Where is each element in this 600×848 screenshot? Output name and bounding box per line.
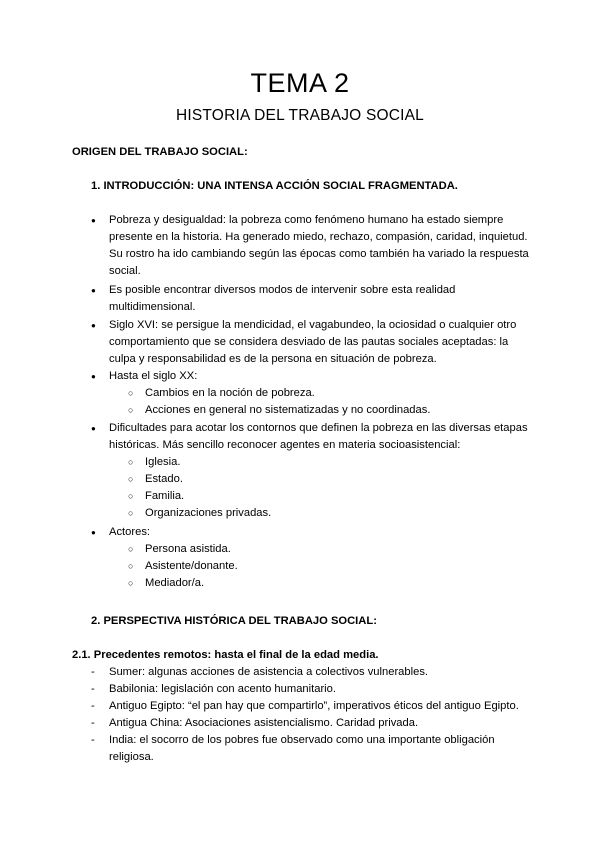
- list-item-text: comportamiento que se considera desviado de las pautas sociales aceptadas: la: [109, 336, 509, 348]
- sub-list-item: Acciones en general no sistematizadas y no coordinadas.: [145, 404, 431, 416]
- bullet-dot-icon: ●: [91, 424, 96, 433]
- dash-bullet-icon: -: [91, 666, 95, 678]
- list-item-text: multidimensional.: [109, 301, 196, 313]
- list-item-text: Es posible encontrar diversos modos de intervenir sobre esta realidad: [109, 284, 456, 296]
- sub-list-item: Organizaciones privadas.: [145, 507, 272, 519]
- page-title: TEMA 2: [250, 68, 350, 98]
- dash-bullet-icon: -: [91, 700, 95, 712]
- sub-list-item: Persona asistida.: [145, 543, 231, 555]
- sub-list-item: Familia.: [145, 490, 185, 502]
- list-item-text: culpa y responsabilidad es de la persona en situación de pobreza.: [109, 353, 437, 365]
- dash-list-item: Antiguo Egipto: “el pan hay que compartirlo”, imperativos éticos del antiguo Egipto.: [109, 700, 519, 712]
- hollow-bullet-icon: ○: [128, 578, 134, 588]
- bullet-dot-icon: ●: [91, 528, 96, 537]
- sub-list-item: Estado.: [145, 473, 183, 485]
- dash-bullet-icon: -: [91, 717, 95, 729]
- hollow-bullet-icon: ○: [128, 388, 134, 398]
- list-item-text: Pobreza y desigualdad: la pobreza como fenómeno humano ha estado siempre: [109, 214, 504, 226]
- sub-list-item: Iglesia.: [145, 456, 181, 468]
- hollow-bullet-icon: ○: [128, 474, 134, 484]
- origen-heading: ORIGEN DEL TRABAJO SOCIAL:: [72, 146, 248, 158]
- list-item-text: históricas. Más sencillo reconocer agentes en materia socioasistencial:: [109, 439, 461, 451]
- list-item-text: Su rostro ha ido cambiando según las épocas como también ha variado la respuesta: [109, 248, 529, 260]
- list-item-text: Actores:: [109, 526, 151, 538]
- bullet-dot-icon: ●: [91, 321, 96, 330]
- dash-list-item: religiosa.: [109, 751, 154, 763]
- hollow-bullet-icon: ○: [128, 405, 134, 415]
- bullet-dot-icon: ●: [91, 216, 96, 225]
- list-item-text: Siglo XVI: se persigue la mendicidad, el vagabundeo, la ociosidad o cualquier otro: [109, 319, 517, 331]
- section-2-heading: 2. PERSPECTIVA HISTÓRICA DEL TRABAJO SOCIAL:: [91, 615, 377, 627]
- list-item-text: Hasta el siglo XX:: [109, 370, 198, 382]
- list-item-text: presente en la historia. Ha generado miedo, rechazo, compasión, caridad, inquietud.: [109, 231, 528, 243]
- list-item-text: social.: [109, 265, 141, 277]
- hollow-bullet-icon: ○: [128, 561, 134, 571]
- list-item-text: Dificultades para acotar los contornos que definen la pobreza en las diversas etapas: [109, 422, 528, 434]
- dash-list-item: India: el socorro de los pobres fue observado como una importante obligación: [109, 734, 495, 746]
- bullet-dot-icon: ●: [91, 372, 96, 381]
- hollow-bullet-icon: ○: [128, 544, 134, 554]
- bullet-dot-icon: ●: [91, 286, 96, 295]
- hollow-bullet-icon: ○: [128, 508, 134, 518]
- dash-list-item: Antigua China: Asociaciones asistencialismo. Caridad privada.: [109, 717, 419, 729]
- sub-list-item: Asistente/donante.: [145, 560, 238, 572]
- hollow-bullet-icon: ○: [128, 457, 134, 467]
- sub-list-item: Cambios en la noción de pobreza.: [145, 387, 315, 399]
- hollow-bullet-icon: ○: [128, 491, 134, 501]
- subsection-2-1-heading: 2.1. Precedentes remotos: hasta el final de la edad media.: [72, 649, 379, 661]
- dash-bullet-icon: -: [91, 683, 95, 695]
- sub-list-item: Mediador/a.: [145, 577, 205, 589]
- dash-bullet-icon: -: [91, 734, 95, 746]
- section-1-heading: 1. INTRODUCCIÓN: UNA INTENSA ACCIÓN SOCIAL FRAGMENTADA.: [91, 180, 458, 192]
- dash-list-item: Sumer: algunas acciones de asistencia a colectivos vulnerables.: [109, 666, 429, 678]
- page-subtitle: HISTORIA DEL TRABAJO SOCIAL: [175, 107, 425, 124]
- dash-list-item: Babilonia: legislación con acento humanitario.: [109, 683, 337, 695]
